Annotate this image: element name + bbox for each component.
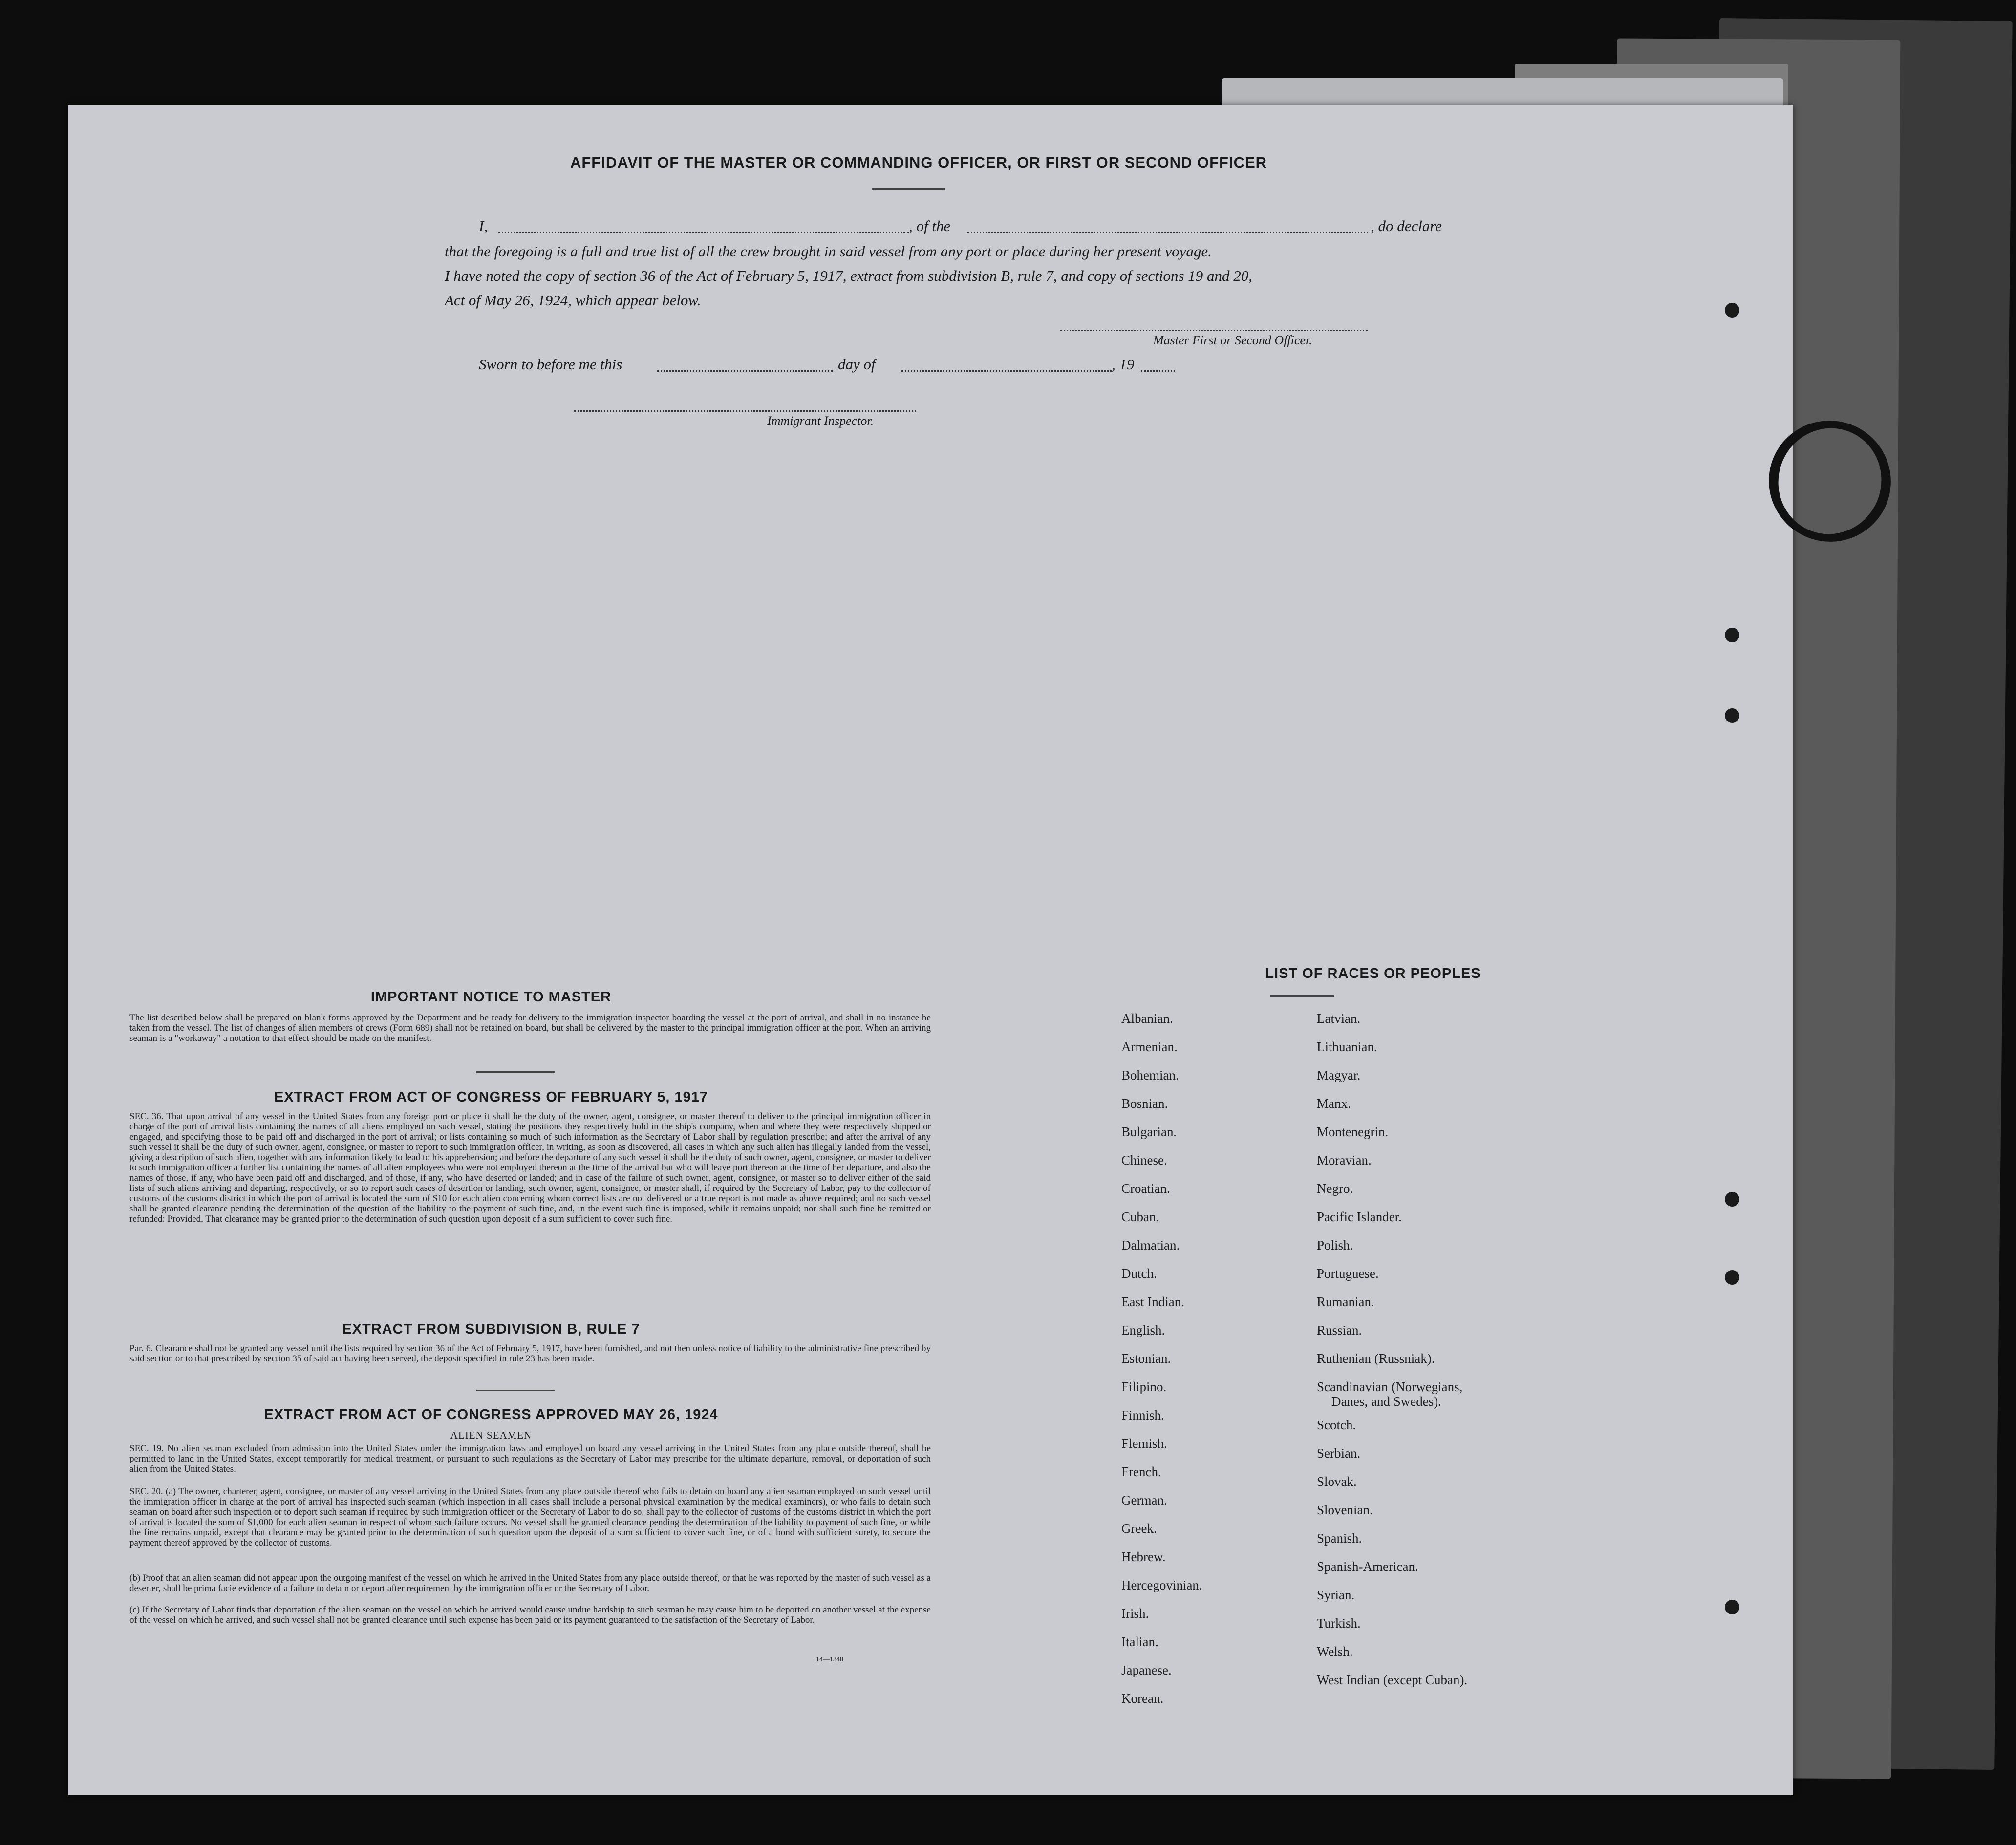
signature-label: Master First or Second Officer. bbox=[1153, 333, 1312, 347]
extract-1917-title: EXTRACT FROM ACT OF CONGRESS OF FEBRUARY 5, 1917 bbox=[274, 1089, 708, 1105]
divider bbox=[872, 188, 945, 190]
race-item: Greek. bbox=[1121, 1521, 1157, 1536]
race-item: Dalmatian. bbox=[1121, 1238, 1180, 1252]
race-item: Bulgarian. bbox=[1121, 1124, 1177, 1139]
race-item: Moravian. bbox=[1317, 1153, 1372, 1167]
race-item: Croatian. bbox=[1121, 1181, 1170, 1196]
sec20a-body: SEC. 20. (a) The owner, charterer, agent, consignee, or master of any vessel arriving in the United States from any place outside thereof who fails to detain on board any alien seaman employed on such vessel until the immigration officer in charge at the port of arrival has inspected such seaman (which inspection in all cases shall include a personal physical examination by the medical examiners), or who fails to detain such seaman on board after such inspection or to deport such seaman if required by such immigration officer or the Secretary of Labor to do so, shall pay to the collector of customs of the customs district in which the port of arrival is located the sum of $1,000 for each alien seaman in respect of whom such failure occurs. No vessel shall be granted clearance pending the determination of the liability to payment of such fine, or while the fine remains unpaid, except that clearance may be granted prior to the determination of such question upon the deposit of a sum sufficient to cover such fine, or of a bond with sufficient surety, to secure the payment thereof approved by the collector of customs. bbox=[129, 1486, 931, 1548]
binder-hole bbox=[1725, 708, 1739, 723]
race-item: Slovenian. bbox=[1317, 1503, 1373, 1517]
binder-hole bbox=[1725, 1192, 1739, 1207]
race-item: Dutch. bbox=[1121, 1266, 1157, 1281]
race-item: Serbian. bbox=[1317, 1446, 1361, 1461]
affidavit-line-3: I have noted the copy of section 36 of the Act of February 5, 1917, extract from subdivision B, rule 7, and copy of sections 19 and 20, bbox=[445, 267, 1253, 284]
race-item: Ruthenian (Russniak). bbox=[1317, 1351, 1435, 1366]
race-item: East Indian. bbox=[1121, 1294, 1184, 1309]
do-declare-text: , do declare bbox=[1371, 217, 1442, 234]
race-item: Russian. bbox=[1317, 1323, 1362, 1337]
race-item: Chinese. bbox=[1121, 1153, 1167, 1167]
vessel-name-field[interactable] bbox=[967, 232, 1368, 233]
race-item: Turkish. bbox=[1317, 1616, 1361, 1631]
affidavit-title: AFFIDAVIT OF THE MASTER OR COMMANDING OFFICER, OR FIRST OR SECOND OFFICER bbox=[570, 154, 1267, 171]
sworn-day-label: day of bbox=[838, 356, 876, 373]
race-item: Hebrew. bbox=[1121, 1549, 1166, 1564]
race-item: Pacific Islander. bbox=[1317, 1209, 1402, 1224]
rule7-body: Par. 6. Clearance shall not be granted any vessel until the lists required by section 36 of the Act of February 5, 1917, have been furnished, and not then unless notice of liability to the administrative fine prescribed by said section or to that prescribed by section 35 of said act having been served, the deposit specified in rule 23 has been made. bbox=[129, 1343, 931, 1364]
extract-1924-title: EXTRACT FROM ACT OF CONGRESS APPROVED MAY 26, 1924 bbox=[264, 1407, 718, 1422]
race-item: Negro. bbox=[1317, 1181, 1353, 1196]
binder-hole bbox=[1725, 303, 1739, 318]
race-item: Slovak. bbox=[1317, 1474, 1357, 1489]
races-title: LIST OF RACES OR PEOPLES bbox=[1265, 966, 1481, 981]
race-item: Syrian. bbox=[1317, 1588, 1355, 1602]
sworn-year-field[interactable] bbox=[1141, 370, 1175, 372]
notice-body: The list described below shall be prepared on blank forms approved by the Department and be ready for delivery to the immigration inspector boarding the vessel at the port of arrival, and shall in no instance be taken from the vessel. The list of changes of alien members of crews (Form 689) shall not be retained on board, but shall be delivered by the master to the principal immigration officer at the port. When an arriving seaman is a "workaway" a notation to that effect should be made on the manifest. bbox=[129, 1013, 931, 1043]
inspector-label: Immigrant Inspector. bbox=[767, 414, 874, 428]
of-the-text: , of the bbox=[909, 217, 951, 234]
race-item: Scandinavian (Norwegians, bbox=[1317, 1379, 1463, 1394]
race-item: English. bbox=[1121, 1323, 1165, 1337]
notice-title: IMPORTANT NOTICE TO MASTER bbox=[370, 989, 612, 1005]
race-item: Rumanian. bbox=[1317, 1294, 1374, 1309]
divider bbox=[1270, 995, 1334, 997]
race-item: Scotch. bbox=[1317, 1418, 1356, 1432]
race-item: Bohemian. bbox=[1121, 1068, 1179, 1082]
race-item: Spanish-American. bbox=[1317, 1559, 1418, 1574]
race-item: Spanish. bbox=[1317, 1531, 1362, 1546]
race-item: Hercegovinian. bbox=[1121, 1578, 1202, 1592]
race-item: Portuguese. bbox=[1317, 1266, 1379, 1281]
affidavit-line-4: Act of May 26, 1924, which appear below. bbox=[445, 292, 701, 309]
binder-hole bbox=[1725, 628, 1739, 642]
document-page bbox=[68, 105, 1793, 1795]
race-item: Montenegrin. bbox=[1317, 1124, 1389, 1139]
race-item: Polish. bbox=[1317, 1238, 1353, 1252]
race-item: Albanian. bbox=[1121, 1011, 1173, 1026]
race-item: French. bbox=[1121, 1464, 1161, 1479]
divider bbox=[476, 1390, 555, 1391]
race-item: Cuban. bbox=[1121, 1209, 1159, 1224]
extract-1917-body: SEC. 36. That upon arrival of any vessel in the United States from any foreign port or place it shall be the duty of the owner, agent, consignee, or master thereof to deliver to the principal immigration officer in charge of the port of arrival lists containing the names of all aliens employed on such vessel, stating the positions they respectively hold in the ship's company, when and where they were respectively shipped or engaged, and specifying those to be paid off and discharged in the port of arrival; or lists containing so much of such information as the Secretary of Labor shall by regulation prescribe; and after the arrival of any such vessel it shall be the duty of such owner, agent, consignee, or master to report to such immigration officer, in writing, as soon as discovered, all cases in which any such alien has illegally landed from the vessel, giving a description of such alien, together with any information likely to lead to his apprehension; and before the departure of any such vessel it shall be the duty of such owner, agent, consignee, or master to deliver to such immigration officer a further list containing the names of all alien employees who were not employed thereon at the time of the arrival but who will leave port thereon at the time of her departure, and also the names of those, if any, who have been paid off and discharged, and of those, if any, who have deserted or landed; and in case of the failure of such owner, agent, consignee, or master so to deliver either of the said lists of such aliens arriving and departing, respectively, or so to report such cases of desertion or landing, such owner, agent, consignee, or master shall, if required by the Secretary of Labor, pay to the collector of customs of the customs district in which the port of arrival is located the sum of $10 for each alien concerning whom correct lists are not delivered or a true report is not made as above required; and no such vessel shall be granted clearance pending the determination of the question of the liability to the payment of such fine, and, in the event such fine is imposed, while it remains unpaid; nor shall such fine be remitted or refunded: Provided, That clearance may be granted prior to the determination of such question upon deposit of a sum sufficient to cover such fine. bbox=[129, 1111, 931, 1224]
race-item: Flemish. bbox=[1121, 1436, 1167, 1451]
sworn-line bbox=[479, 356, 1212, 375]
declarant-prefix: I, bbox=[479, 217, 488, 234]
divider bbox=[476, 1071, 555, 1073]
race-item: Estonian. bbox=[1121, 1351, 1171, 1366]
race-item: Korean. bbox=[1121, 1691, 1164, 1706]
race-item: West Indian (except Cuban). bbox=[1317, 1673, 1468, 1687]
race-item: Manx. bbox=[1317, 1096, 1351, 1111]
rule7-title: EXTRACT FROM SUBDIVISION B, RULE 7 bbox=[342, 1321, 640, 1337]
race-item: Latvian. bbox=[1317, 1011, 1361, 1026]
affidavit-line-2: that the foregoing is a full and true list of all the crew brought in said vessel from any port or place during her present voyage. bbox=[445, 243, 1212, 260]
binder-hole bbox=[1725, 1600, 1739, 1614]
sworn-month-field[interactable] bbox=[901, 370, 1112, 372]
race-item: German. bbox=[1121, 1493, 1167, 1507]
race-item: Bosnian. bbox=[1121, 1096, 1168, 1111]
sworn-year-label: , 19 bbox=[1112, 356, 1135, 373]
sec20b-body: (b) Proof that an alien seaman did not appear upon the outgoing manifest of the vessel on which he arrived in the United States from any place outside thereof, or that he was reported by the master of such vessel as a deserter, shall be prima facie evidence of a failure to detain or deport after requirement by the immigration officer or the Secretary of Labor. bbox=[129, 1573, 931, 1593]
race-item: Finnish. bbox=[1121, 1408, 1164, 1422]
race-item: Lithuanian. bbox=[1317, 1039, 1377, 1054]
signature-field[interactable] bbox=[1060, 330, 1368, 331]
alien-seamen-subtitle: ALIEN SEAMEN bbox=[450, 1429, 532, 1441]
sec20c-body: (c) If the Secretary of Labor finds that deportation of the alien seaman on the vessel on which he arrived would cause undue hardship to such seaman he may cause him to be deported on another vessel at the expense of the vessel on which he arrived, and such vessel shall not be granted clearance until such expense has been paid or its payment guaranteed to the satisfaction of the Secretary of Labor. bbox=[129, 1605, 931, 1625]
declarant-name-field[interactable] bbox=[498, 232, 909, 233]
race-item: Italian. bbox=[1121, 1634, 1158, 1649]
sec19-body: SEC. 19. No alien seaman excluded from admission into the United States under the immigration laws and employed on board any vessel arriving in the United States from any place outside thereof, shall be permitted to land in the United States, except temporarily for medical treatment, or pursuant to such regulations as the Secretary of Labor may prescribe for the ultimate departure, removal, or deportation of such alien from the United States. bbox=[129, 1443, 931, 1474]
race-item: Magyar. bbox=[1317, 1068, 1361, 1082]
race-item: Japanese. bbox=[1121, 1663, 1172, 1677]
inspector-signature-field[interactable] bbox=[574, 410, 916, 412]
race-item: Irish. bbox=[1121, 1606, 1149, 1621]
race-item: Armenian. bbox=[1121, 1039, 1178, 1054]
affidavit-line-1 bbox=[479, 217, 1466, 237]
form-number: 14—1340 bbox=[816, 1656, 843, 1663]
sworn-day-field[interactable] bbox=[657, 370, 833, 372]
race-item: Welsh. bbox=[1317, 1644, 1353, 1659]
binder-hole bbox=[1725, 1270, 1739, 1285]
race-item: Filipino. bbox=[1121, 1379, 1167, 1394]
race-item: Danes, and Swedes). bbox=[1331, 1394, 1441, 1409]
sworn-prefix: Sworn to before me this bbox=[479, 356, 622, 373]
